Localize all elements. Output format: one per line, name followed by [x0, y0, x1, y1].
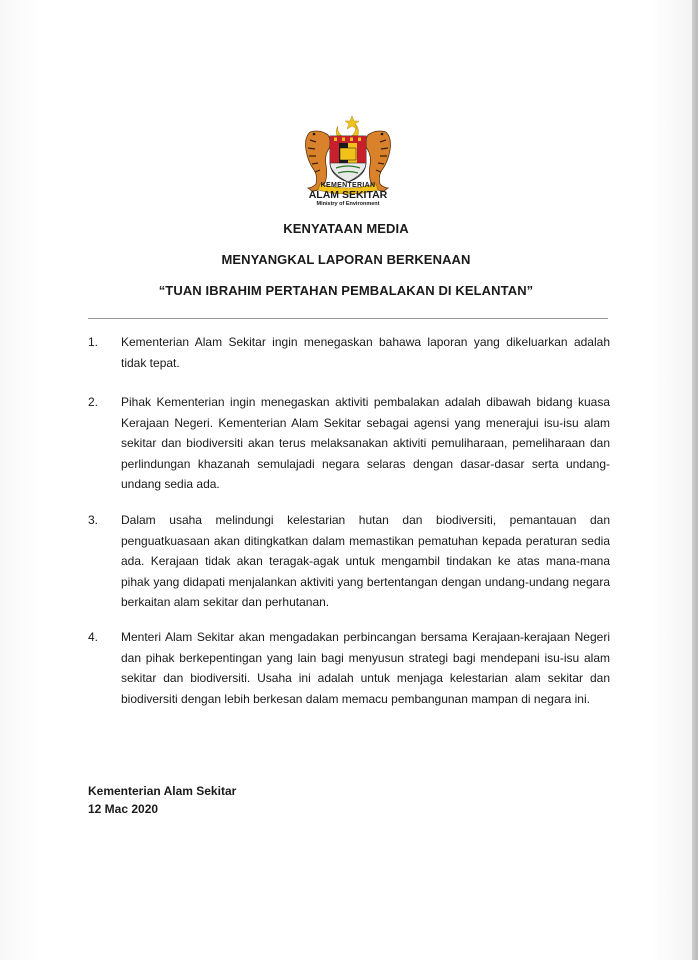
paragraph-number: 2.	[88, 395, 99, 409]
ministry-line3: Ministry of Environment	[316, 200, 380, 207]
signature-date: 12 Mac 2020	[88, 802, 159, 816]
divider-line	[88, 318, 608, 319]
paragraph-text: Kementerian Alam Sekitar ingin menegaskan bahawa laporan yang dikeluarkan adalah tidak tepat.	[121, 335, 610, 370]
paragraph-number: 1.	[88, 335, 99, 349]
paragraph-text: Pihak Kementerian ingin menegaskan aktiviti pembalakan adalah dibawah bidang kuasa Kerajaan Negeri. Kementerian Alam Sekitar sebagai agensi yang menerajui isu-isu alam sekitar dan biodiversiti akan terus melaksanakan aktiviti pemuliharaan, pemeliharaan dan perlindungan khazanah semulajadi negara selaras dengan dasar-dasar serta undang-undang sedia ada.	[121, 395, 610, 492]
document-subtitle: MENYANGKAL LAPORAN BERKENAAN	[221, 252, 471, 267]
ministry-wordmark	[296, 182, 400, 207]
paragraph-2	[88, 392, 610, 495]
page-edge-shadow	[692, 0, 698, 960]
document-headline-quote: “TUAN IBRAHIM PERTAHAN PEMBALAKAN DI KELANTAN”	[158, 283, 534, 298]
ministry-line2: ALAM SEKITAR	[308, 189, 388, 201]
paragraph-1	[88, 332, 610, 373]
paragraph-3	[88, 510, 610, 613]
paragraph-text: Dalam usaha melindungi kelestarian hutan dan biodiversiti, pemantauan dan penguatkuasaan akan ditingkatkan dalam memastikan pematuhan kepada peraturan sedia ada. Kerajaan tidak akan teragak-agak untuk mengambil tindakan ke atas mana-mana pihak yang didapati menjalankan aktiviti yang bertentangan dengan undang-undang negara berkaitan alam sekitar dan perhutanan.	[121, 513, 610, 610]
signature-organization: Kementerian Alam Sekitar	[88, 784, 237, 798]
document-title: KENYATAAN MEDIA	[283, 221, 409, 236]
paragraph-number: 3.	[88, 513, 99, 527]
paragraph-text: Menteri Alam Sekitar akan mengadakan perbincangan bersama Kerajaan-kerajaan Negeri dan pihak berkepentingan yang lain bagi menyusun strategi bagi mendepani isu-isu alam sekitar dan biodiversiti. Usaha ini adalah untuk menjaga kelestarian alam sekitar dan biodiversiti dengan lebih berkesan dalam memacu pembangunan mampan di negara ini.	[121, 630, 610, 706]
ministry-line1: KEMENTERIAN	[320, 182, 376, 189]
paragraph-number: 4.	[88, 630, 99, 644]
paragraph-4	[88, 627, 610, 709]
